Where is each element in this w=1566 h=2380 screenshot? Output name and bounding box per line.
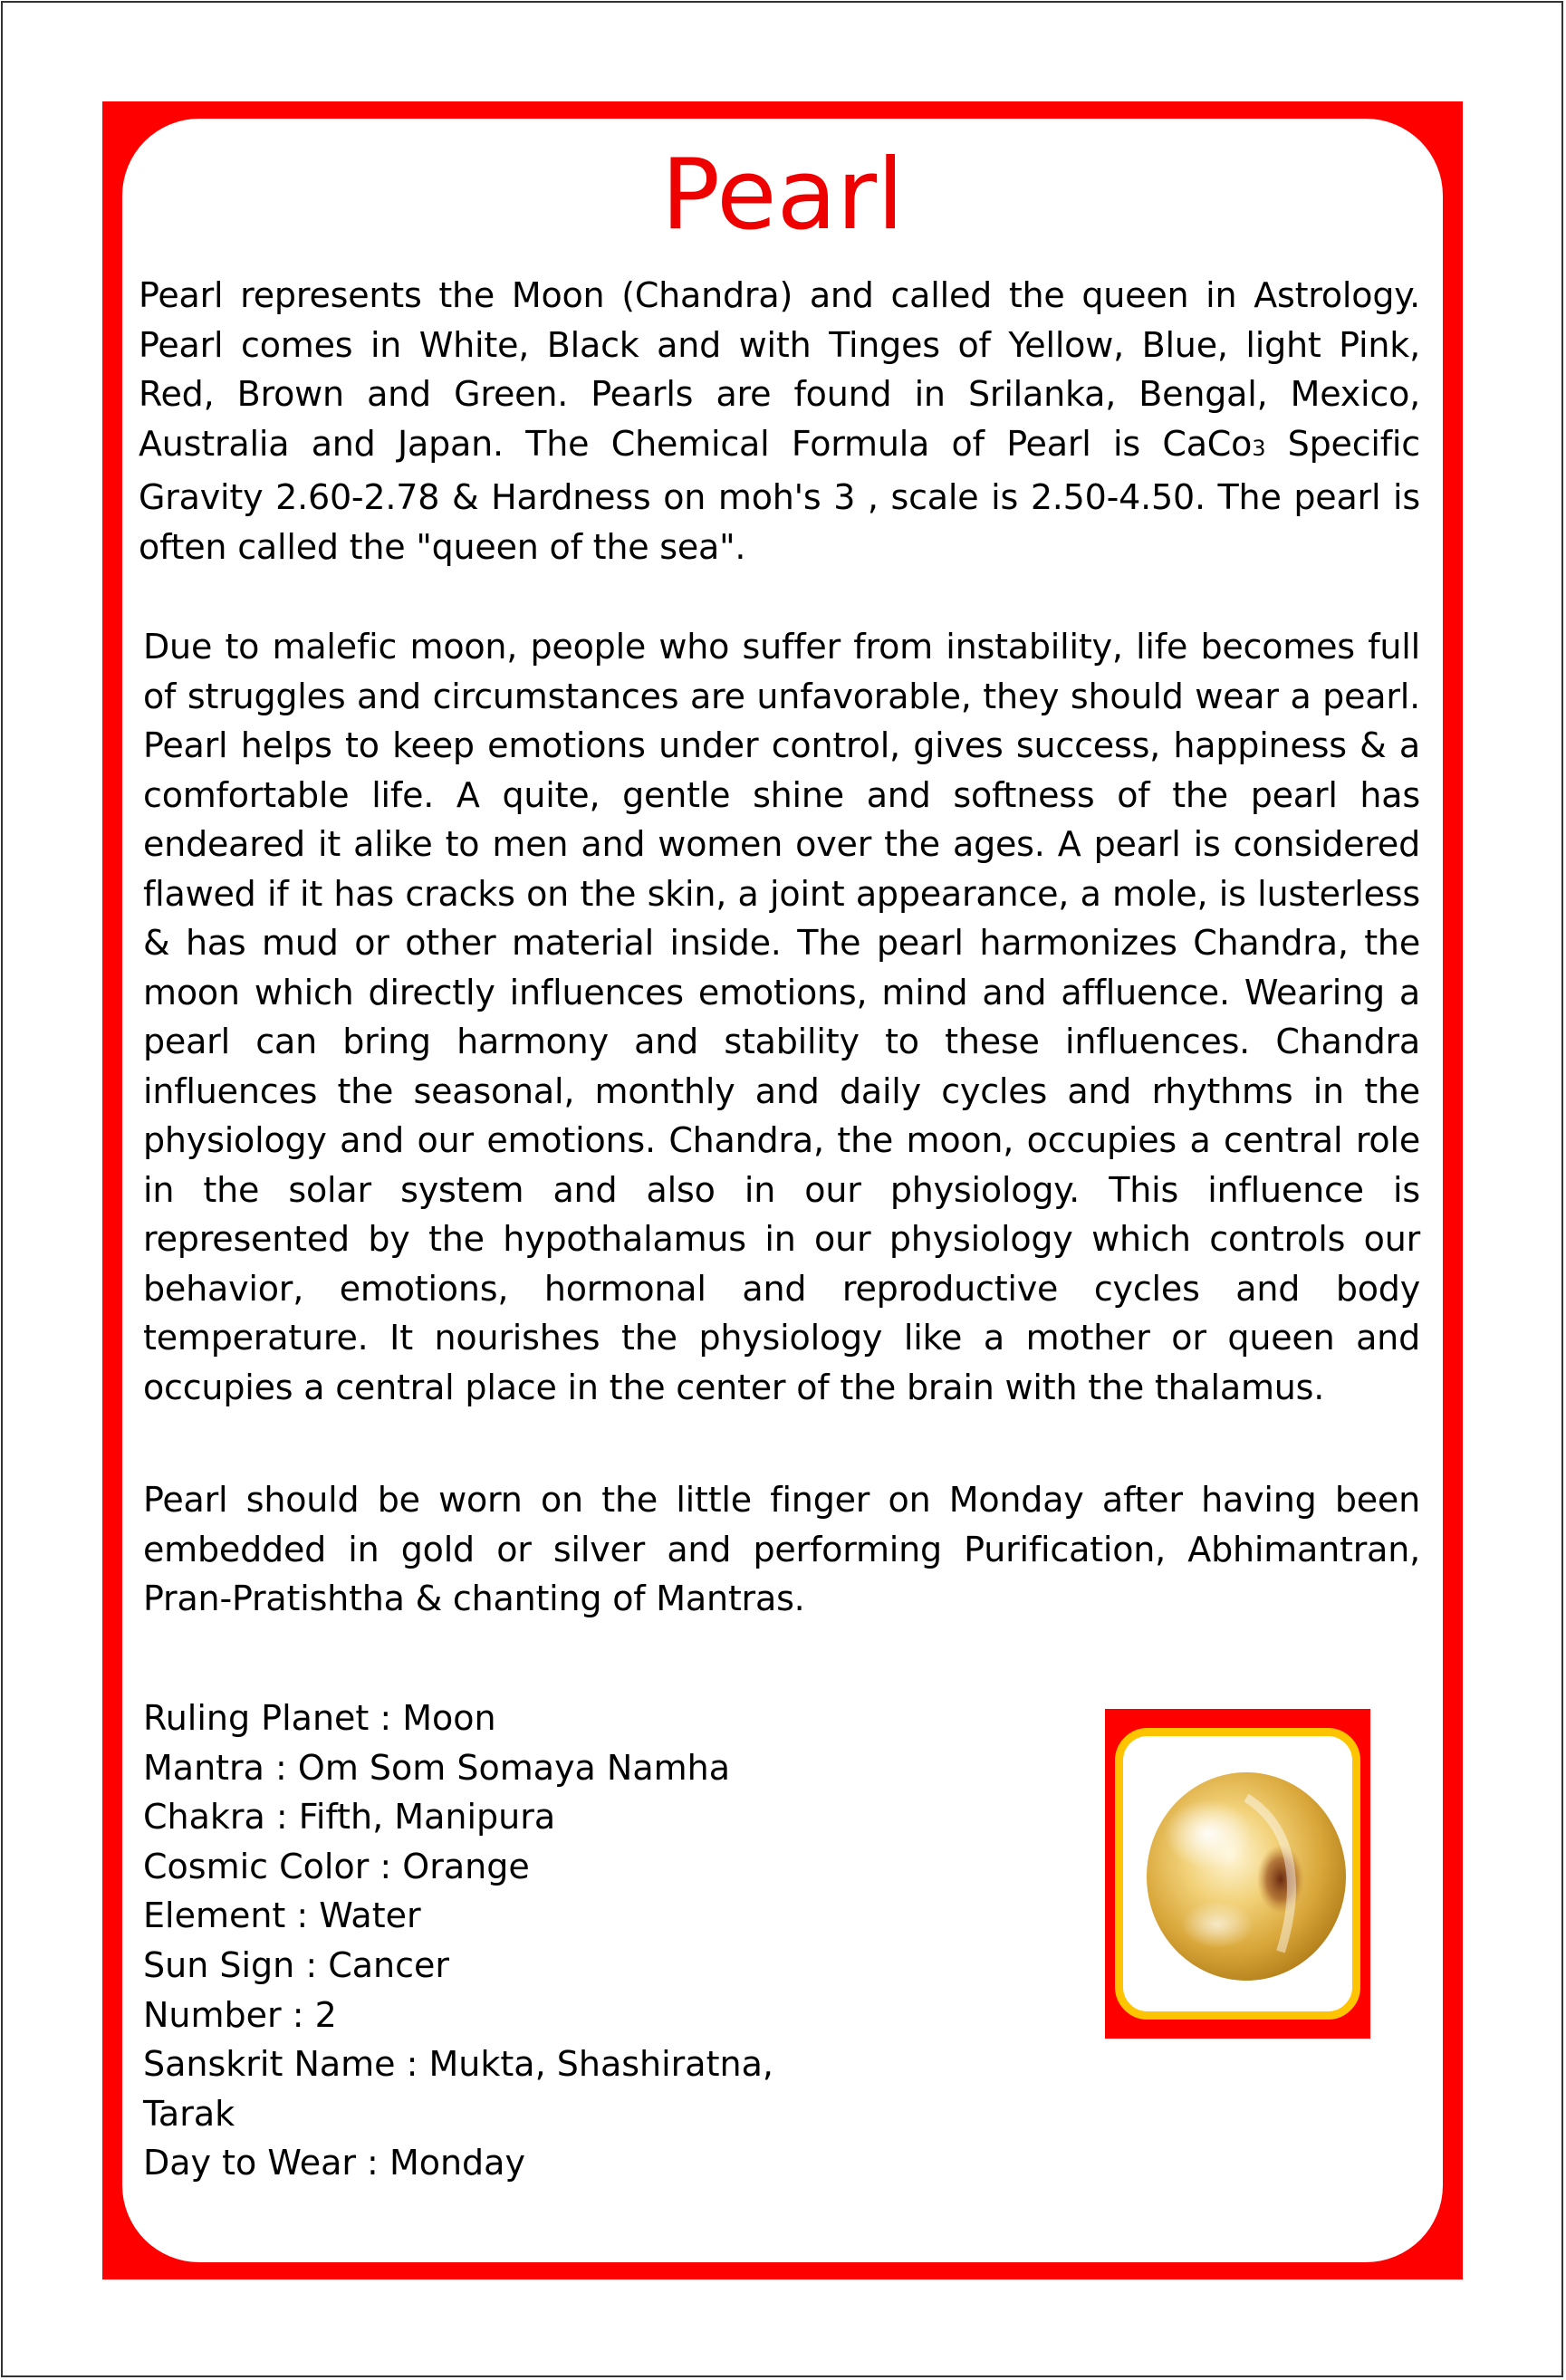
benefits-paragraph: Due to malefic moon, people who suffer from instability, life becomes full of struggles and circumstances are unfavorable, they should wear a pearl. Pearl helps to keep emotions under control, gives success, happiness & a comfortable life. A quite, gentle shine and softness of the pearl has endeared it alike to men and women over the ages. A pearl is considered flawed if it has cracks on the skin, a joint appearance, a mole, is lusterless & has mud or other material inside. The pearl harmonizes Chandra, the moon which directly influences emotions, mind and affluence. Wearing a pearl can bring harmony and stability to these influences. Chandra influences the seasonal, monthly and daily cycles and rhythms in the physiology and our emotions. Chandra, the moon, occupies a central role in the solar system and also in our physiology. This influence is represented by the hypothalamus in our physiology which controls our behavior, emotions, hormonal and reproductive cycles and body temperature. It nourishes the physiology like a mother or queen and occupies a central place in the center of the brain with the thalamus. bbox=[143, 627, 1420, 1407]
property-day-to-wear: Day to Wear : Monday bbox=[143, 2143, 525, 2183]
formula-subscript: 3 bbox=[1252, 435, 1266, 461]
property-cosmic-color: Cosmic Color : Orange bbox=[143, 1846, 530, 1886]
property-number: Number : 2 bbox=[143, 1994, 337, 2035]
property-ruling-planet: Ruling Planet : Moon bbox=[143, 1698, 496, 1738]
property-sun-sign: Sun Sign : Cancer bbox=[143, 1944, 450, 1985]
property-mantra: Mantra : Om Som Somaya Namha bbox=[143, 1747, 731, 1788]
intro-paragraph bbox=[139, 271, 1420, 571]
gem-image-border bbox=[1115, 1728, 1360, 2020]
property-element: Element : Water bbox=[143, 1895, 421, 1936]
gem-image-frame bbox=[1105, 1709, 1370, 2039]
intro-text-continued: Specific Gravity 2.60-2.78 & Hardness on moh's 3 , scale is 2.50-4.50. The pearl is often called the "queen of the sea". bbox=[139, 423, 1420, 567]
content-card bbox=[122, 119, 1443, 2262]
property-chakra: Chakra : Fifth, Manipura bbox=[143, 1797, 556, 1838]
wearing-paragraph: Pearl should be worn on the little finger on Monday after having been embedded in gold or silver and performing Purification, Abhimantran, Pran-Pratishtha & chanting of Mantras. bbox=[143, 1480, 1420, 1618]
property-sanskrit-name: Sanskrit Name : Mukta, Shashiratna, bbox=[143, 2044, 773, 2085]
properties-list bbox=[143, 1694, 831, 2188]
pearl-gem-icon bbox=[1145, 1771, 1348, 1982]
property-sanskrit-name-cont: Tarak bbox=[143, 2093, 235, 2134]
red-frame bbox=[102, 101, 1463, 2279]
page-title: Pearl bbox=[660, 139, 905, 252]
intro-text: Pearl represents the Moon (Chandra) and called the queen in Astrology. Pearl comes in White, Black and with Tinges of Yellow, Blue, light Pink, Red, Brown and Green. Pearls are found in Srilanka, Bengal, Mexico, Australia and Japan. The Chemical Formula of Pearl is CaCo bbox=[139, 275, 1420, 464]
